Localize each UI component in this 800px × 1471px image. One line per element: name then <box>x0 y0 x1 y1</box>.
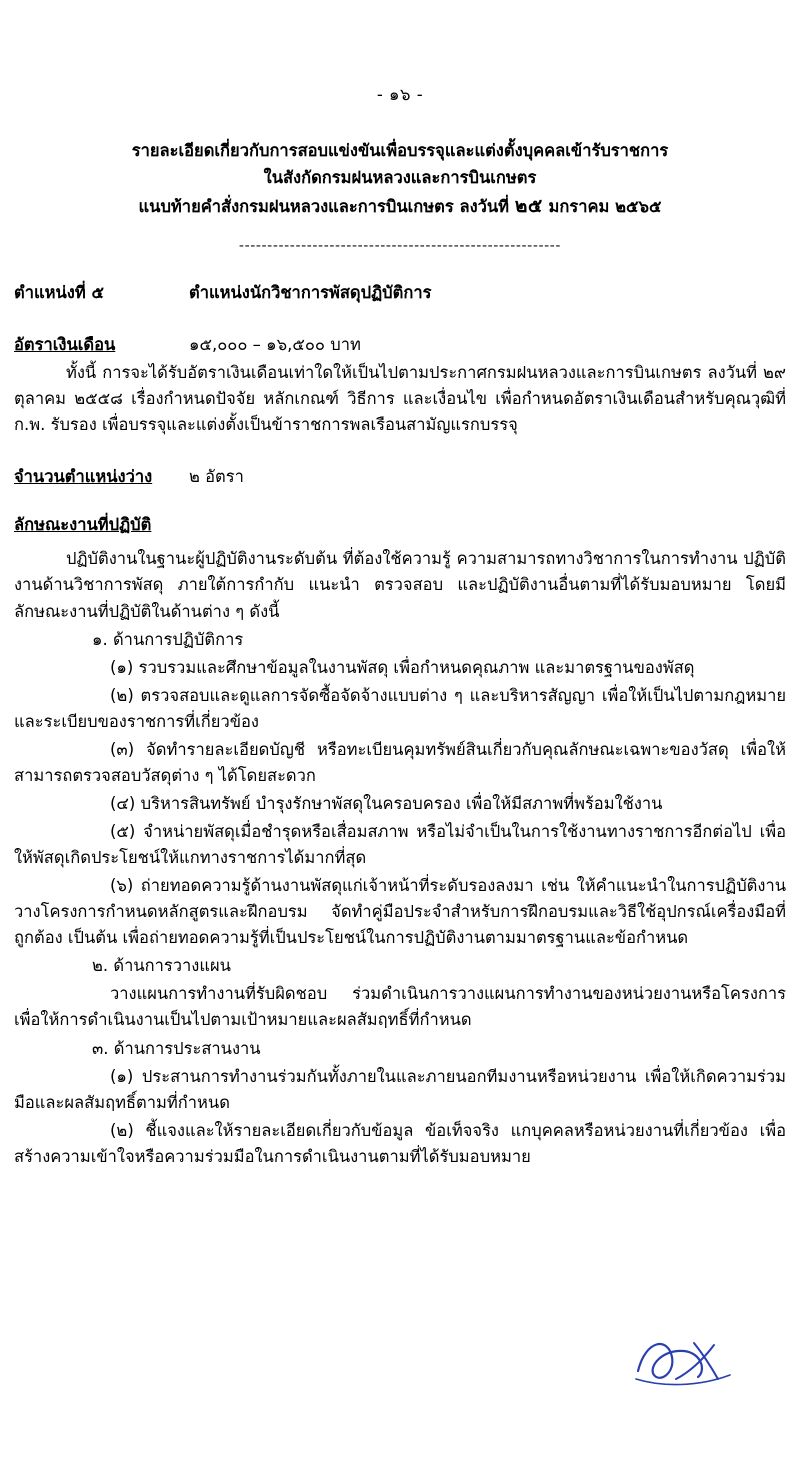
section-title: ๓. ด้านการประสานงาน <box>92 1038 261 1058</box>
page-number: - ๑๖ - <box>376 85 424 104</box>
section-item: (๒) ชี้แจงและให้รายละเอียดเกี่ยวกับข้อมูล ข้อเท็จจริง แกบุคคลหรือหน่วยงานที่เกี่ยวข้อง เพื่อสร้างความเข้าใจหรือความร่วมมือในการดำเนินงานตามที่ได้รับมอบหมาย <box>14 1120 786 1166</box>
position-row <box>14 280 786 306</box>
salary-row <box>14 332 786 358</box>
vacancy-label: จำนวนตำแหน่งว่าง <box>14 467 153 487</box>
section-item: (๕) จำหน่ายพัสดุเมื่อชำรุดหรือเสื่อมสภาพ หรือไม่จำเป็นในการใช้งานทางราชการอีกต่อไป เพื่อให้พัสดุเกิดประโยชน์ให้แกทางราชการได้มากที่สุด <box>14 822 786 868</box>
section-title: ๑. ด้านการปฏิบัติการ <box>92 629 244 649</box>
salary-value: ๑๕,๐๐๐ – ๑๖,๕๐๐ บาท <box>189 335 361 355</box>
vacancy-value: ๒ อัตรา <box>189 467 244 487</box>
section-item: (๔) บริหารสินทรัพย์ บำรุงรักษาพัสดุในครอบครอง เพื่อให้มีสภาพที่พร้อมใช้งาน <box>110 793 663 813</box>
section-title: ๒. ด้านการวางแผน <box>92 956 231 976</box>
salary-note: ทั้งนี้ การจะได้รับอัตราเงินเดือนเท่าใดให้เป็นไปตามประกาศกรมฝนหลวงและการบินเกษตร ลงวันที่ ๒๙ ตุลาคม ๒๕๕๘ เรื่องกำหนดปัจจัย หลักเกณฑ์ วิธีการ และเงื่อนไข เพื่อกำหนดอัตราเงินเดือนสำหรับคุณวุฒิที่ ก.พ. รับรอง เพื่อบรรจุและแต่งตั้งเป็นข้าราชการพลเรือนสามัญแรกบรรจุ <box>14 363 786 435</box>
position-label: ตำแหน่งที่ ๕ <box>14 283 104 303</box>
position-value: ตำแหน่งนักวิชาการพัสดุปฏิบัติการ <box>189 283 432 303</box>
section-item: (๖) ถ่ายทอดความรู้ด้านงานพัสดุแก่เจ้าหน้าที่ระดับรองลงมา เช่น ให้คำแนะนำในการปฏิบัติงาน วางโครงการกำหนดหลักสูตรและฝึกอบรม จัดทำคู่มือประจำสำหรับการฝึกอบรมและวิธีใช้อุปกรณ์เครื่องมือที่ถูกต้อง เป็นต้น เพื่อถ่ายทอดความรู้ที่เป็นประโยชน์ในการปฏิบัติงานตามมาตรฐานและข้อกำหนด <box>14 876 786 948</box>
vacancy-row <box>14 464 786 490</box>
header-line-1: รายละเอียดเกี่ยวกับการสอบแข่งขันเพื่อบรรจุและแต่งตั้งบุคคลเข้ารับราชการ <box>131 141 669 160</box>
duties-intro: ปฏิบัติงานในฐานะผู้ปฏิบัติงานระดับต้น ที่ต้องใช้ความรู้ ความสามารถทางวิชาการในการทำงาน ปฏิบัติงานด้านวิชาการพัสดุ ภายใต้การกำกับ แนะนำ ตรวจสอบ และปฏิบัติงานอื่นตามที่ได้รับมอบหมาย โดยมีลักษณะงานที่ปฏิบัติในด้านต่าง ๆ ดังนี้ <box>14 549 786 621</box>
section-item: (๑) รวบรวมและศึกษาข้อมูลในงานพัสดุ เพื่อกำหนดคุณภาพ และมาตรฐานของพัสดุ <box>110 657 695 677</box>
header-order-date: ๒๕ <box>514 195 543 218</box>
header-line-2: ในสังกัดกรมฝนหลวงและการบินเกษตร <box>263 167 537 187</box>
signature-mark <box>632 1331 742 1393</box>
header-line-3 <box>14 191 786 222</box>
document-header <box>14 138 786 222</box>
header-line-3-prefix: แนบท้ายคำสั่งกรมฝนหลวงและการบินเกษตร ลงวันที่ <box>138 197 515 217</box>
section-item: วางแผนการทำงานที่รับผิดชอบ ร่วมดำเนินการวางแผนการทำงานของหน่วยงานหรือโครงการ เพื่อให้การดำเนินงานเป็นไปตามเป้าหมายและผลสัมฤทธิ์ที่กำหนด <box>14 984 786 1030</box>
section-item: (๓) จัดทำรายละเอียดบัญชี หรือทะเบียนคุมทรัพย์สินเกี่ยวกับคุณลักษณะเฉพาะของวัสดุ เพื่อให้สามารถตรวจสอบวัสดุต่าง ๆ ได้โดยสะดวก <box>14 739 786 785</box>
duties-heading: ลักษณะงานที่ปฏิบัติ <box>14 515 152 535</box>
header-line-3-suffix: มกราคม ๒๕๖๕ <box>542 197 662 217</box>
header-divider: --------------------------------------------------------- <box>238 238 562 255</box>
salary-label: อัตราเงินเดือน <box>14 335 116 355</box>
section-item: (๑) ประสานการทำงานร่วมกันทั้งภายในและภายนอกทีมงานหรือหน่วยงาน เพื่อให้เกิดความร่วมมือและผลสัมฤทธิ์ตามที่กำหนด <box>14 1066 786 1112</box>
section-item: (๒) ตรวจสอบและดูแลการจัดซื้อจัดจ้างแบบต่าง ๆ และบริหารสัญญา เพื่อให้เป็นไปตามกฎหมายและระเบียบของราชการที่เกี่ยวข้อง <box>14 685 786 731</box>
